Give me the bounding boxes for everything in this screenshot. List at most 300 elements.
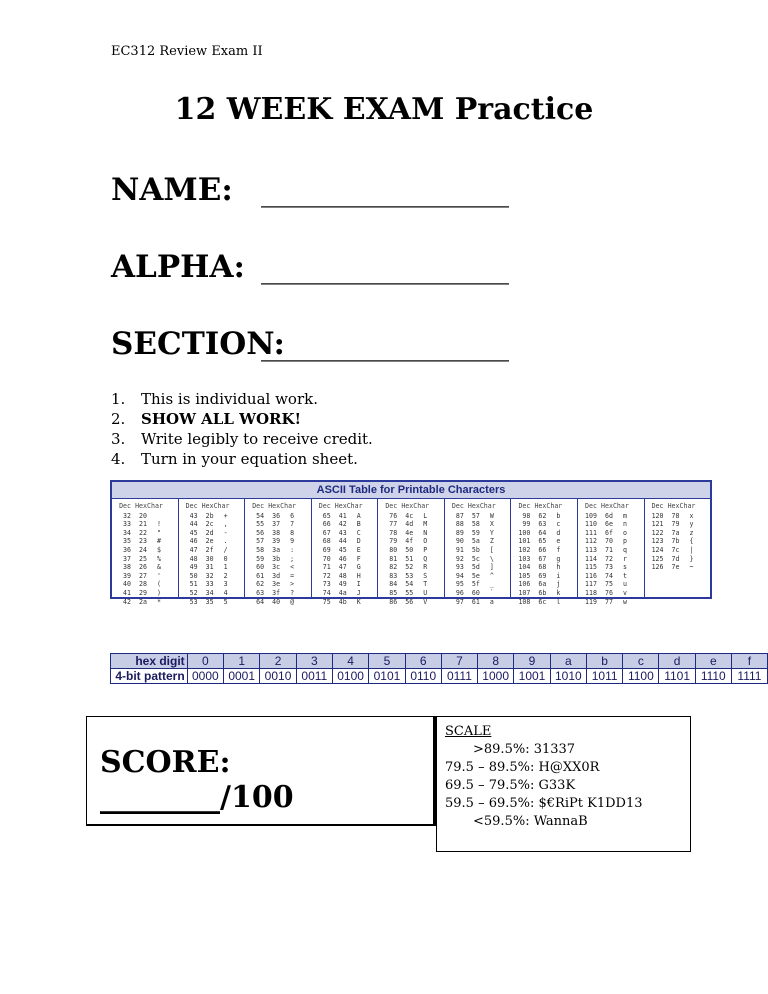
ascii-row bbox=[449, 555, 511, 564]
scale-row: 79.5 – 89.5%: H@XX0R bbox=[445, 760, 600, 775]
ascii-cell: 37 bbox=[123, 554, 131, 563]
ascii-cell: 53 bbox=[405, 571, 414, 580]
ascii-cell: 58 bbox=[256, 545, 265, 554]
ascii-cell: 5b bbox=[471, 545, 480, 554]
ascii-cell: 115 bbox=[585, 563, 597, 572]
ascii-cell: 50 bbox=[189, 571, 198, 580]
ascii-row bbox=[582, 572, 644, 581]
ascii-cell: 55 bbox=[405, 588, 414, 597]
ascii-cell: 108 bbox=[518, 597, 531, 606]
ascii-cell: c bbox=[556, 520, 561, 529]
ascii-cell: 3b bbox=[272, 554, 281, 563]
ascii-cell: 61 bbox=[471, 597, 480, 606]
ascii-row bbox=[515, 563, 577, 572]
ascii-cell: 65 bbox=[538, 537, 547, 546]
ascii-cell: 2e bbox=[205, 537, 214, 546]
ascii-cell: R bbox=[423, 563, 428, 572]
ascii-cell: 33 bbox=[123, 520, 131, 529]
ascii-row bbox=[582, 589, 644, 598]
ascii-cell: 47 bbox=[338, 563, 347, 572]
ascii-cell: 107 bbox=[518, 588, 531, 597]
ascii-cell: 31 bbox=[205, 563, 214, 572]
ascii-row bbox=[249, 537, 311, 546]
ascii-cell: 49 bbox=[189, 563, 198, 572]
ascii-cell: j bbox=[556, 580, 561, 589]
ascii-cell: $ bbox=[157, 545, 161, 554]
ascii-cell: 59 bbox=[256, 554, 265, 563]
ascii-cell: ? bbox=[290, 588, 295, 597]
ascii-cell: 117 bbox=[585, 580, 597, 589]
grade-scale bbox=[436, 716, 691, 852]
hex-digit-cell: e bbox=[695, 654, 731, 669]
ascii-cell: . bbox=[223, 537, 228, 546]
ascii-cell: = bbox=[290, 571, 295, 580]
ascii-cell: 54 bbox=[256, 511, 265, 520]
ascii-cell: 84 bbox=[389, 580, 398, 589]
ascii-row bbox=[515, 529, 577, 538]
ascii-cell: 63 bbox=[256, 588, 265, 597]
ascii-row bbox=[449, 589, 511, 598]
ascii-row bbox=[449, 563, 511, 572]
section-line: ________________ bbox=[261, 326, 509, 362]
hex-digit-cell: b bbox=[587, 654, 623, 669]
ascii-cell: 71 bbox=[322, 563, 331, 572]
hex-digit-cell: 1 bbox=[224, 654, 260, 669]
ascii-row bbox=[116, 555, 178, 564]
ascii-column bbox=[645, 499, 711, 597]
bit-pattern-cell: 0111 bbox=[441, 669, 477, 684]
ascii-row bbox=[249, 589, 311, 598]
ascii-cell: 48 bbox=[189, 554, 198, 563]
bit-pattern-cell: 1011 bbox=[587, 669, 623, 684]
ascii-cell: g bbox=[556, 554, 561, 563]
ascii-cell: 109 bbox=[585, 511, 597, 520]
ascii-cell: 98 bbox=[522, 511, 531, 520]
ascii-cell: k bbox=[556, 588, 561, 597]
ascii-cell: K bbox=[356, 597, 361, 606]
ascii-cell: 77 bbox=[389, 520, 398, 529]
ascii-cell: a bbox=[489, 597, 494, 606]
bit-pattern-cell: 1110 bbox=[695, 669, 731, 684]
instruction-text: SHOW ALL WORK! bbox=[141, 410, 302, 428]
ascii-row bbox=[382, 529, 444, 538]
ascii-cell: n bbox=[622, 520, 627, 529]
ascii-cell: 32 bbox=[205, 571, 214, 580]
bit-pattern-cell: 0010 bbox=[260, 669, 296, 684]
ascii-row bbox=[649, 520, 711, 529]
ascii-cell: 72 bbox=[322, 571, 331, 580]
ascii-cell: 6b bbox=[538, 588, 547, 597]
ascii-row bbox=[116, 589, 178, 598]
ascii-cell: 20 bbox=[139, 511, 147, 520]
ascii-header-cell: Dec bbox=[518, 502, 531, 510]
ascii-cell: [ bbox=[489, 545, 494, 554]
ascii-row bbox=[316, 520, 378, 529]
ascii-row bbox=[249, 512, 311, 521]
ascii-cell: 3e bbox=[272, 580, 281, 589]
ascii-cell: W bbox=[489, 511, 494, 520]
hex-digit-cell: d bbox=[659, 654, 695, 669]
alpha-line: ________________ bbox=[261, 249, 509, 285]
ascii-row bbox=[316, 580, 378, 589]
ascii-header-cell: Dec bbox=[318, 502, 331, 510]
ascii-cell: z bbox=[689, 528, 694, 537]
ascii-cell: 37 bbox=[272, 520, 281, 529]
ascii-row bbox=[116, 563, 178, 572]
ascii-cell: 4f bbox=[405, 537, 414, 546]
ascii-cell: 32 bbox=[123, 511, 131, 520]
ascii-cell: 6d bbox=[604, 511, 613, 520]
ascii-cell: q bbox=[622, 545, 627, 554]
bit-pattern-cell: 0000 bbox=[187, 669, 223, 684]
ascii-column-header bbox=[515, 502, 577, 511]
ascii-cell: 123 bbox=[651, 537, 664, 546]
ascii-row bbox=[116, 512, 178, 521]
ascii-cell: 101 bbox=[518, 537, 531, 546]
hex-digit-cell: 3 bbox=[296, 654, 332, 669]
ascii-cell: Y bbox=[489, 528, 494, 537]
ascii-cell: 72 bbox=[604, 554, 613, 563]
ascii-cell: 61 bbox=[256, 571, 265, 580]
ascii-cell: 39 bbox=[123, 571, 131, 580]
ascii-cell: 44 bbox=[189, 520, 198, 529]
ascii-cell: U bbox=[423, 588, 428, 597]
ascii-row bbox=[316, 512, 378, 521]
ascii-row bbox=[582, 580, 644, 589]
alpha-label: ALPHA: bbox=[111, 249, 245, 285]
ascii-cell: E bbox=[356, 545, 361, 554]
instructions-list bbox=[111, 389, 373, 469]
section-field bbox=[111, 326, 509, 362]
ascii-cell: 41 bbox=[123, 588, 131, 597]
ascii-cell: 120 bbox=[651, 511, 664, 520]
ascii-row bbox=[449, 520, 511, 529]
ascii-header-cell: Dec bbox=[252, 502, 265, 510]
ascii-cell: ` bbox=[489, 588, 494, 597]
ascii-header-cell: Dec bbox=[185, 502, 198, 510]
ascii-cell: # bbox=[157, 537, 161, 546]
ascii-row bbox=[316, 537, 378, 546]
ascii-row bbox=[249, 572, 311, 581]
ascii-row bbox=[515, 512, 577, 521]
ascii-header-cell: Hex bbox=[401, 502, 414, 510]
ascii-cell: 56 bbox=[405, 597, 414, 606]
ascii-cell: 27 bbox=[139, 571, 147, 580]
ascii-cell: 23 bbox=[139, 537, 147, 546]
ascii-cell: J bbox=[356, 588, 361, 597]
ascii-cell: 2d bbox=[205, 528, 214, 537]
ascii-cell: 51 bbox=[405, 554, 414, 563]
ascii-cell: ( bbox=[157, 580, 161, 589]
ascii-cell: 3 bbox=[223, 580, 228, 589]
hex-digit-cell: 2 bbox=[260, 654, 296, 669]
page-header: EC312 Review Exam II bbox=[111, 44, 263, 59]
ascii-column bbox=[578, 499, 645, 606]
ascii-cell: , bbox=[223, 520, 228, 529]
ascii-cell: 5 bbox=[223, 597, 228, 606]
ascii-cell: 73 bbox=[322, 580, 331, 589]
bit-pattern-cell: 0001 bbox=[224, 669, 260, 684]
ascii-row bbox=[582, 546, 644, 555]
ascii-row bbox=[183, 546, 245, 555]
ascii-cell: 77 bbox=[604, 597, 613, 606]
ascii-header-cell: Hex bbox=[201, 502, 214, 510]
ascii-cell: 79 bbox=[671, 520, 680, 529]
ascii-cell: 126 bbox=[651, 563, 664, 572]
ascii-row bbox=[449, 598, 511, 607]
ascii-cell: 114 bbox=[585, 554, 597, 563]
ascii-cell: @ bbox=[290, 597, 295, 606]
ascii-cell: l bbox=[556, 597, 561, 606]
section-label: SECTION: bbox=[111, 326, 285, 362]
ascii-cell: 7d bbox=[671, 554, 680, 563]
instruction-item bbox=[111, 389, 373, 409]
ascii-cell: I bbox=[356, 580, 361, 589]
ascii-cell: 2 bbox=[223, 571, 228, 580]
ascii-row bbox=[382, 580, 444, 589]
ascii-cell: 6c bbox=[538, 597, 547, 606]
hex-digit-cell: 5 bbox=[369, 654, 405, 669]
ascii-column-header bbox=[183, 502, 245, 511]
ascii-row bbox=[515, 537, 577, 546]
ascii-row bbox=[449, 537, 511, 546]
ascii-row bbox=[582, 537, 644, 546]
ascii-row bbox=[183, 580, 245, 589]
ascii-header-cell: Hex bbox=[534, 502, 547, 510]
ascii-cell: 50 bbox=[405, 545, 414, 554]
instruction-text: This is individual work. bbox=[141, 390, 318, 408]
ascii-cell: 106 bbox=[518, 580, 531, 589]
ascii-row bbox=[515, 580, 577, 589]
ascii-cell: b bbox=[556, 511, 561, 520]
ascii-cell: h bbox=[556, 563, 561, 572]
ascii-header-cell: Dec bbox=[585, 502, 597, 510]
ascii-cell: 60 bbox=[256, 563, 265, 572]
ascii-cell: < bbox=[290, 563, 295, 572]
ascii-cell: 113 bbox=[585, 545, 597, 554]
ascii-cell: 59 bbox=[471, 528, 480, 537]
ascii-cell: 2a bbox=[139, 597, 147, 606]
hex-digit-cell: a bbox=[550, 654, 586, 669]
instruction-text: Turn in your equation sheet. bbox=[141, 450, 358, 468]
ascii-cell: 62 bbox=[538, 511, 547, 520]
ascii-header-cell: Hex bbox=[135, 502, 147, 510]
ascii-cell: \ bbox=[489, 554, 494, 563]
ascii-cell: 7b bbox=[671, 537, 680, 546]
ascii-cell: D bbox=[356, 537, 361, 546]
ascii-cell: / bbox=[223, 545, 228, 554]
ascii-cell: V bbox=[423, 597, 428, 606]
ascii-cell: 30 bbox=[205, 554, 214, 563]
ascii-cell: 121 bbox=[651, 520, 664, 529]
ascii-row bbox=[449, 512, 511, 521]
ascii-cell: 73 bbox=[604, 563, 613, 572]
ascii-column bbox=[179, 499, 246, 606]
ascii-cell: 116 bbox=[585, 571, 597, 580]
ascii-cell: 93 bbox=[455, 563, 464, 572]
name-label: NAME: bbox=[111, 172, 233, 208]
hex-digit-cell: 0 bbox=[187, 654, 223, 669]
ascii-cell: 29 bbox=[139, 588, 147, 597]
ascii-row bbox=[116, 546, 178, 555]
ascii-row bbox=[183, 555, 245, 564]
ascii-cell: - bbox=[223, 528, 228, 537]
ascii-cell: 97 bbox=[455, 597, 464, 606]
ascii-column bbox=[445, 499, 512, 606]
ascii-cell: 40 bbox=[123, 580, 131, 589]
ascii-header-cell: Hex bbox=[268, 502, 281, 510]
ascii-cell: e bbox=[556, 537, 561, 546]
instruction-text: Write legibly to receive credit. bbox=[141, 430, 373, 448]
ascii-row bbox=[515, 520, 577, 529]
score-box bbox=[86, 716, 436, 826]
ascii-cell: 66 bbox=[538, 545, 547, 554]
ascii-cell: 102 bbox=[518, 545, 531, 554]
ascii-cell: 70 bbox=[322, 554, 331, 563]
ascii-column bbox=[378, 499, 445, 606]
instruction-item bbox=[111, 429, 373, 449]
ascii-row bbox=[183, 512, 245, 521]
ascii-cell: 5d bbox=[471, 563, 480, 572]
ascii-header-cell: Dec bbox=[385, 502, 398, 510]
ascii-row bbox=[116, 572, 178, 581]
ascii-cell: 25 bbox=[139, 554, 147, 563]
ascii-row bbox=[649, 563, 711, 572]
ascii-header-cell: Char bbox=[413, 502, 430, 510]
bit-pattern-cell: 0100 bbox=[332, 669, 368, 684]
ascii-cell: 46 bbox=[338, 554, 347, 563]
ascii-cell: 90 bbox=[455, 537, 464, 546]
ascii-cell: w bbox=[622, 597, 627, 606]
bit-pattern-cell: 1111 bbox=[731, 669, 767, 684]
ascii-header-cell: Dec bbox=[651, 502, 664, 510]
ascii-cell: 2f bbox=[205, 545, 214, 554]
ascii-row bbox=[116, 529, 178, 538]
ascii-column-header bbox=[249, 502, 311, 511]
ascii-header-cell: Char bbox=[679, 502, 696, 510]
ascii-header-cell: Char bbox=[612, 502, 629, 510]
ascii-cell: m bbox=[622, 511, 627, 520]
ascii-cell: 49 bbox=[338, 580, 347, 589]
ascii-cell: 42 bbox=[123, 597, 131, 606]
ascii-row bbox=[249, 546, 311, 555]
ascii-header-cell: Char bbox=[346, 502, 363, 510]
ascii-cell: G bbox=[356, 563, 361, 572]
ascii-row bbox=[649, 537, 711, 546]
ascii-row bbox=[649, 555, 711, 564]
ascii-cell: o bbox=[622, 528, 627, 537]
ascii-row bbox=[249, 520, 311, 529]
ascii-row bbox=[582, 563, 644, 572]
ascii-row bbox=[582, 598, 644, 607]
ascii-cell: * bbox=[157, 597, 161, 606]
ascii-cell: 110 bbox=[585, 520, 597, 529]
bit-pattern-cell: 1000 bbox=[477, 669, 513, 684]
ascii-cell: ~ bbox=[689, 563, 694, 572]
ascii-cell: 67 bbox=[538, 554, 547, 563]
ascii-cell: 118 bbox=[585, 588, 597, 597]
ascii-row bbox=[116, 520, 178, 529]
name-line: ________________ bbox=[261, 172, 509, 208]
ascii-cell: 21 bbox=[139, 520, 147, 529]
ascii-cell: 26 bbox=[139, 563, 147, 572]
ascii-row bbox=[316, 529, 378, 538]
ascii-cell: p bbox=[622, 537, 627, 546]
ascii-row bbox=[183, 589, 245, 598]
ascii-row bbox=[183, 598, 245, 607]
ascii-row bbox=[515, 598, 577, 607]
ascii-cell: 4d bbox=[405, 520, 414, 529]
ascii-cell: 51 bbox=[189, 580, 198, 589]
instruction-number: 2. bbox=[111, 410, 126, 428]
ascii-row bbox=[183, 537, 245, 546]
ascii-cell: u bbox=[622, 580, 627, 589]
ascii-cell: 24 bbox=[139, 545, 147, 554]
ascii-row bbox=[449, 529, 511, 538]
hex-digit-cell: c bbox=[623, 654, 659, 669]
ascii-cell: 39 bbox=[272, 537, 281, 546]
ascii-cell: 28 bbox=[139, 580, 147, 589]
hex-digit-cell: f bbox=[731, 654, 767, 669]
ascii-cell: 43 bbox=[189, 511, 198, 520]
ascii-cell: 4a bbox=[338, 588, 347, 597]
ascii-cell: 33 bbox=[205, 580, 214, 589]
ascii-column-header bbox=[382, 502, 444, 511]
ascii-cell: 3d bbox=[272, 571, 281, 580]
ascii-header-cell: Hex bbox=[601, 502, 613, 510]
ascii-cell: 42 bbox=[338, 520, 347, 529]
score-text: SCORE: ________/100 bbox=[100, 745, 294, 815]
ascii-cell bbox=[147, 512, 161, 521]
ascii-row bbox=[183, 529, 245, 538]
ascii-cell: L bbox=[423, 511, 428, 520]
instruction-number: 3. bbox=[111, 430, 126, 448]
ascii-cell: 1 bbox=[223, 563, 228, 572]
ascii-cell: 64 bbox=[256, 597, 265, 606]
ascii-cell: 78 bbox=[389, 528, 398, 537]
ascii-header-cell: Char bbox=[147, 502, 163, 510]
ascii-cell: 9 bbox=[290, 537, 295, 546]
ascii-cell: 58 bbox=[471, 520, 480, 529]
ascii-cell: 44 bbox=[338, 537, 347, 546]
ascii-cell: > bbox=[290, 580, 295, 589]
ascii-row bbox=[382, 512, 444, 521]
ascii-cell: 4e bbox=[405, 528, 414, 537]
ascii-cell: T bbox=[423, 580, 428, 589]
ascii-cell: 75 bbox=[322, 597, 331, 606]
hex-digit-cell: 6 bbox=[405, 654, 441, 669]
ascii-column-header bbox=[582, 502, 644, 511]
ascii-cell: 8 bbox=[290, 528, 295, 537]
ascii-cell: 62 bbox=[256, 580, 265, 589]
bit-pattern-cell: 0101 bbox=[369, 669, 405, 684]
ascii-cell: ! bbox=[157, 520, 161, 529]
ascii-cell: 112 bbox=[585, 537, 597, 546]
ascii-header-cell: Hex bbox=[667, 502, 680, 510]
ascii-row bbox=[316, 555, 378, 564]
ascii-cell: O bbox=[423, 537, 428, 546]
ascii-cell: 67 bbox=[322, 528, 331, 537]
ascii-row bbox=[449, 580, 511, 589]
ascii-cell: 69 bbox=[322, 545, 331, 554]
bit-pattern-cell: 1001 bbox=[514, 669, 550, 684]
ascii-row bbox=[316, 572, 378, 581]
instruction-item bbox=[111, 449, 373, 469]
ascii-cell: % bbox=[157, 554, 161, 563]
ascii-header-cell: Char bbox=[546, 502, 563, 510]
ascii-row bbox=[582, 520, 644, 529]
ascii-cell: 38 bbox=[272, 528, 281, 537]
